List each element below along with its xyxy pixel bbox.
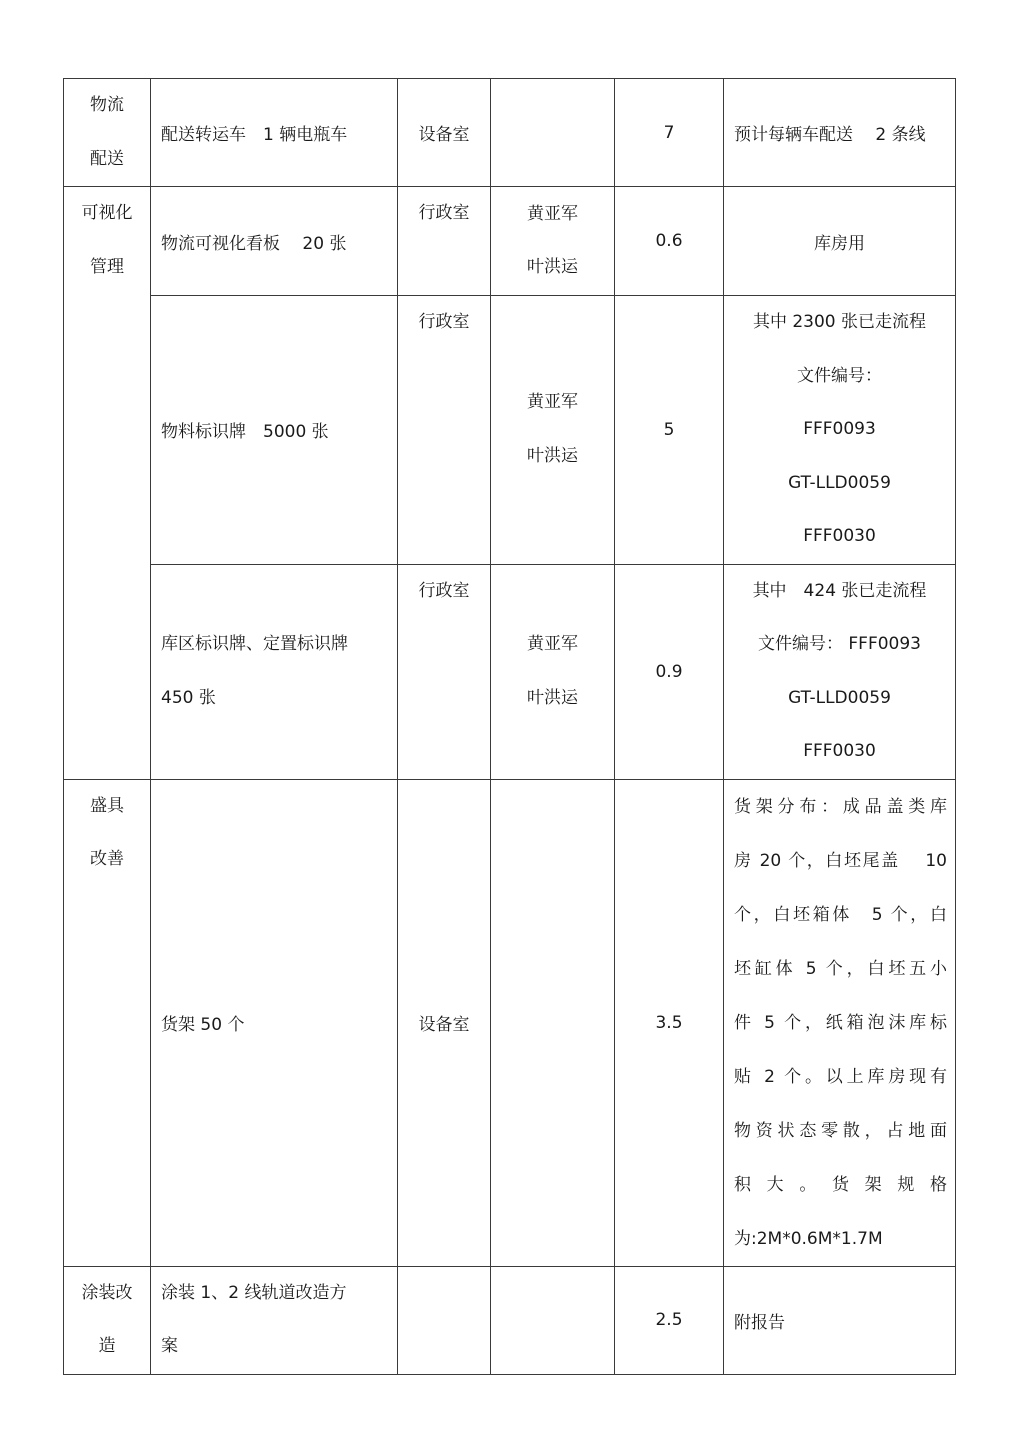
person-cell: 黄亚军 叶洪运: [491, 296, 615, 565]
amount-cell: 0.6: [615, 187, 724, 296]
note-cell: 其中 2300 张已走流程 文件编号： FFF0093 GT-LLD0059 FFF0030: [724, 296, 956, 565]
amount-cell: 0.9: [615, 564, 724, 779]
note-cell: 附报告: [724, 1266, 956, 1374]
table-row: [64, 1266, 956, 1374]
category-cell: 物流 配送: [64, 79, 151, 187]
category-cell: 涂装改 造: [64, 1266, 151, 1374]
category-cell: 可视化 管理: [64, 187, 151, 780]
person-cell: 黄亚军 叶洪运: [491, 564, 615, 779]
person-cell: 黄亚军 叶洪运: [491, 187, 615, 296]
table-row: [64, 187, 956, 296]
person-cell: [491, 79, 615, 187]
amount-cell: 3.5: [615, 779, 724, 1266]
item-cell: 货架 50 个: [151, 779, 398, 1266]
dept-cell: [398, 1266, 491, 1374]
dept-cell: 行政室: [398, 296, 491, 565]
amount-cell: 5: [615, 296, 724, 565]
dept-cell: 设备室: [398, 779, 491, 1266]
person-cell: [491, 779, 615, 1266]
note-cell: 其中 424 张已走流程 文件编号： FFF0093 GT-LLD0059 FFF0030: [724, 564, 956, 779]
note-cell: 预计每辆车配送 2 条线: [724, 79, 956, 187]
item-cell: 涂装 1、2 线轨道改造方 案: [151, 1266, 398, 1374]
item-cell: 物流可视化看板 20 张: [151, 187, 398, 296]
table-row: [64, 79, 956, 187]
person-cell: [491, 1266, 615, 1374]
dept-cell: 行政室: [398, 564, 491, 779]
plan-table: [63, 78, 956, 1375]
item-cell: 物料标识牌 5000 张: [151, 296, 398, 565]
amount-cell: 2.5: [615, 1266, 724, 1374]
item-cell: 配送转运车 1 辆电瓶车: [151, 79, 398, 187]
dept-cell: 设备室: [398, 79, 491, 187]
category-cell: 盛具 改善: [64, 779, 151, 1266]
table-row: [64, 296, 956, 565]
table-row: [64, 779, 956, 1266]
dept-cell: 行政室: [398, 187, 491, 296]
item-cell: 库区标识牌、定置标识牌 450 张: [151, 564, 398, 779]
table-row: [64, 564, 956, 779]
amount-cell: 7: [615, 79, 724, 187]
note-cell: 货架分布：成品盖类库 房 20 个，白坯尾盖 10 个，白坯箱体 5 个，白 坯缸体 5 个，白坯五小 件 5 个，纸箱泡沫库标 贴 2 个。以上库房现有 物资状态零散，占地面 积 大 。 货 架 规 格 为:2M*0.6M*1.7M: [724, 779, 956, 1266]
note-cell: 库房用: [724, 187, 956, 296]
